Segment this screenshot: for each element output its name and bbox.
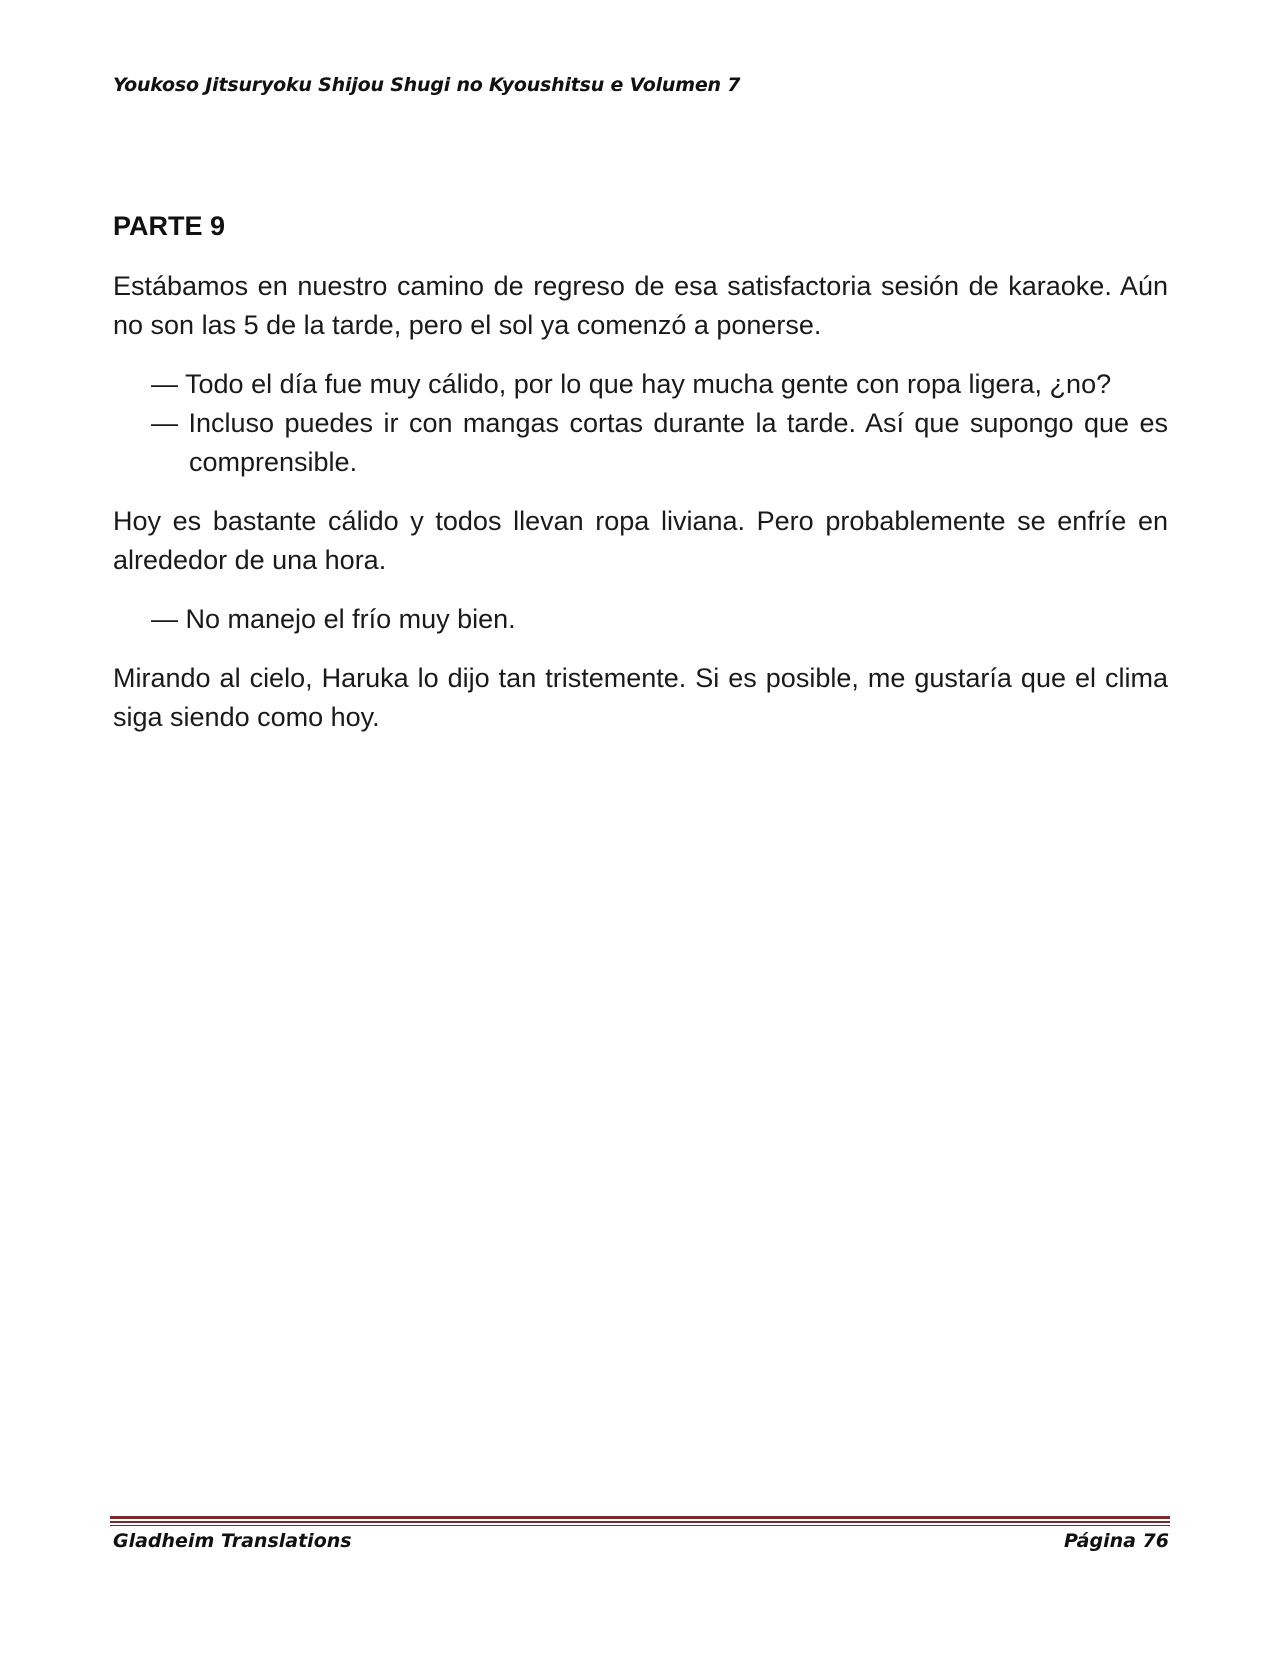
paragraph-3: Mirando al cielo, Haruka lo dijo tan tristemente. Si es posible, me gustaría que el clima siga siendo como hoy. [113,663,1168,732]
footer-publisher: Gladheim Translations [113,1530,352,1552]
paragraph-1: Estábamos en nuestro camino de regreso de esa satisfactoria sesión de karaoke. Aún no son las 5 de la tarde, pero el sol ya comenzó a ponerse. [113,271,1168,340]
dialogue-line-2: — Incluso puedes ir con mangas cortas durante la tarde. Así que supongo que es comprensible. [151,408,1168,477]
dialogue-line-3: — No manejo el frío muy bien. [151,604,516,634]
dialogue-group-1 [113,365,1168,482]
section-title: PARTE 9 [113,211,226,241]
footer-rule-line [110,1521,1170,1523]
paragraph-2: Hoy es bastante cálido y todos llevan ropa liviana. Pero probablemente se enfríe en alrededor de una hora. [113,506,1168,575]
footer-rule [110,1516,1170,1526]
page-content [113,206,1168,757]
running-header: Youkoso Jitsuryoku Shijou Shugi no Kyoushitsu e Volumen 7 [113,74,741,96]
dialogue-group-2 [113,600,1168,639]
footer-rule-line [110,1525,1170,1526]
page-number: Página 76 [1063,1530,1169,1552]
dialogue-line-1: — Todo el día fue muy cálido, por lo que hay mucha gente con ropa ligera, ¿no? [151,369,1112,399]
footer-rule-line [110,1516,1170,1519]
